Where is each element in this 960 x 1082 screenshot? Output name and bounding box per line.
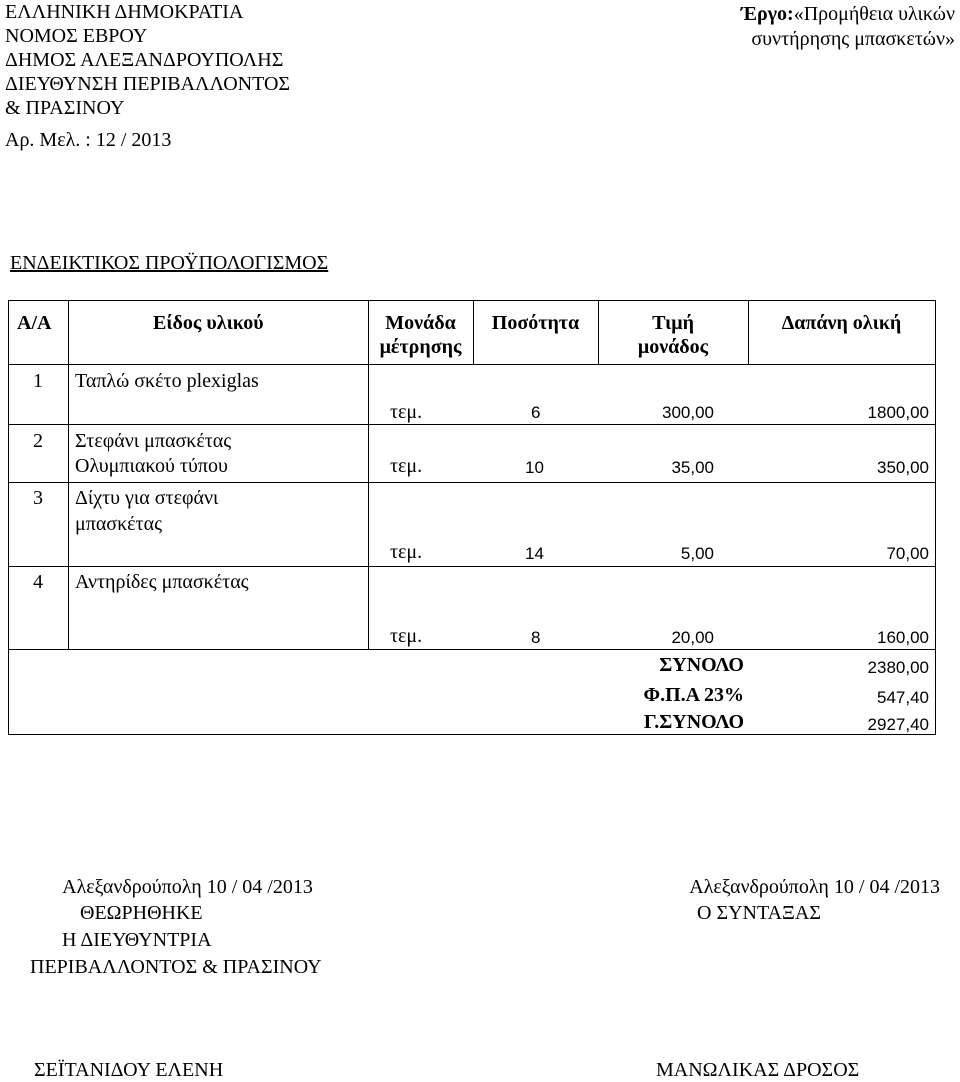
col-header-unit-2: μέτρησης	[379, 336, 462, 358]
row-total: 70,00	[886, 544, 929, 563]
row-item: Αντηρίδες μπασκέτας	[75, 571, 249, 593]
row-price: 5,00	[680, 544, 714, 563]
project-line-1: «Προμήθεια υλικών	[793, 3, 955, 25]
col-header-total: Δαπάνη ολική	[781, 312, 902, 334]
col-header-unit: Μονάδα	[385, 312, 456, 334]
row-aa: 4	[33, 571, 43, 593]
row-item-2: Ολυμπιακού τύπου	[75, 455, 228, 477]
col-header-item: Είδος υλικού	[153, 312, 264, 334]
row-aa: 3	[33, 487, 43, 509]
summary-value: 2380,00	[867, 658, 929, 677]
row-total: 350,00	[877, 458, 929, 477]
place-date: Αλεξανδρούπολη 10 / 04 /2013	[62, 876, 313, 898]
col-header-price: Τιμή	[652, 312, 694, 334]
header-line: ΔΙΕΥΘΥΝΣΗ ΠΕΡΙΒΑΛΛΟΝΤΟΣ	[5, 73, 291, 95]
row-item: Δίχτυ για στεφάνι	[75, 487, 219, 509]
col-header-qty: Ποσότητα	[491, 312, 580, 334]
summary-value: 547,40	[877, 688, 929, 707]
header-line: & ΠΡΑΣΙΝΟΥ	[5, 97, 125, 119]
row-total: 160,00	[877, 628, 929, 647]
col-header-price-2: μονάδος	[637, 336, 709, 358]
row-qty: 6	[531, 403, 541, 422]
row-price: 300,00	[662, 403, 714, 422]
row-aa: 1	[33, 370, 43, 392]
place-date: Αλεξανδρούπολη 10 / 04 /2013	[689, 876, 940, 898]
row-price: 35,00	[671, 458, 714, 477]
summary-label: Γ.ΣΥΝΟΛΟ	[643, 711, 744, 733]
approval-label: ΘΕΩΡΗΘΗΚΕ	[80, 902, 203, 924]
summary-label: Φ.Π.Α 23%	[643, 684, 744, 706]
row-unit: τεμ.	[390, 541, 423, 563]
header-line: ΝΟΜΟΣ ΕΒΡΟΥ	[5, 25, 148, 47]
summary-value: 2927,40	[867, 715, 929, 734]
row-unit: τεμ.	[390, 625, 423, 647]
row-qty: 10	[525, 458, 544, 477]
row-item: Στεφάνι μπασκέτας	[75, 430, 232, 452]
project-line-2: συντήρησης μπασκετών»	[751, 28, 955, 50]
row-item: Ταπλώ σκέτο plexiglas	[75, 370, 259, 392]
header-line: ΔΗΜΟΣ ΑΛΕΞΑΝΔΡΟΥΠΟΛΗΣ	[5, 49, 284, 71]
row-qty: 8	[531, 628, 541, 647]
author-name: ΜΑΝΩΛΙΚΑΣ ΔΡΟΣΟΣ	[656, 1059, 860, 1081]
summary-label: ΣΥΝΟΛΟ	[659, 654, 744, 676]
row-item-2: μπασκέτας	[75, 513, 162, 535]
author-role: Ο ΣΥΝΤΑΞΑΣ	[697, 902, 821, 924]
signatory-role: Η ΔΙΕΥΘΥΝΤΡΙΑ	[62, 929, 212, 951]
project-label: Έργο:	[741, 3, 794, 25]
header-line: ΕΛΛΗΝΙΚΗ ΔΗΜΟΚΡΑΤΙΑ	[5, 1, 244, 23]
row-price: 20,00	[671, 628, 714, 647]
row-aa: 2	[33, 430, 43, 452]
protocol-number: Αρ. Μελ. : 12 / 2013	[5, 129, 172, 151]
row-qty: 14	[525, 544, 544, 563]
document-title: ΕΝΔΕΙΚΤΙΚΟΣ ΠΡΟΫΠΟΛΟΓΙΣΜΟΣ	[10, 252, 329, 274]
signatory-department: ΠΕΡΙΒΑΛΛΟΝΤΟΣ & ΠΡΑΣΙΝΟΥ	[30, 956, 322, 978]
signatory-name: ΣΕΪΤΑΝΙΔΟΥ ΕΛΕΝΗ	[34, 1059, 224, 1081]
col-header-aa: Α/Α	[17, 312, 52, 334]
row-unit: τεμ.	[390, 455, 423, 477]
row-total: 1800,00	[867, 403, 929, 422]
row-unit: τεμ.	[390, 401, 423, 423]
